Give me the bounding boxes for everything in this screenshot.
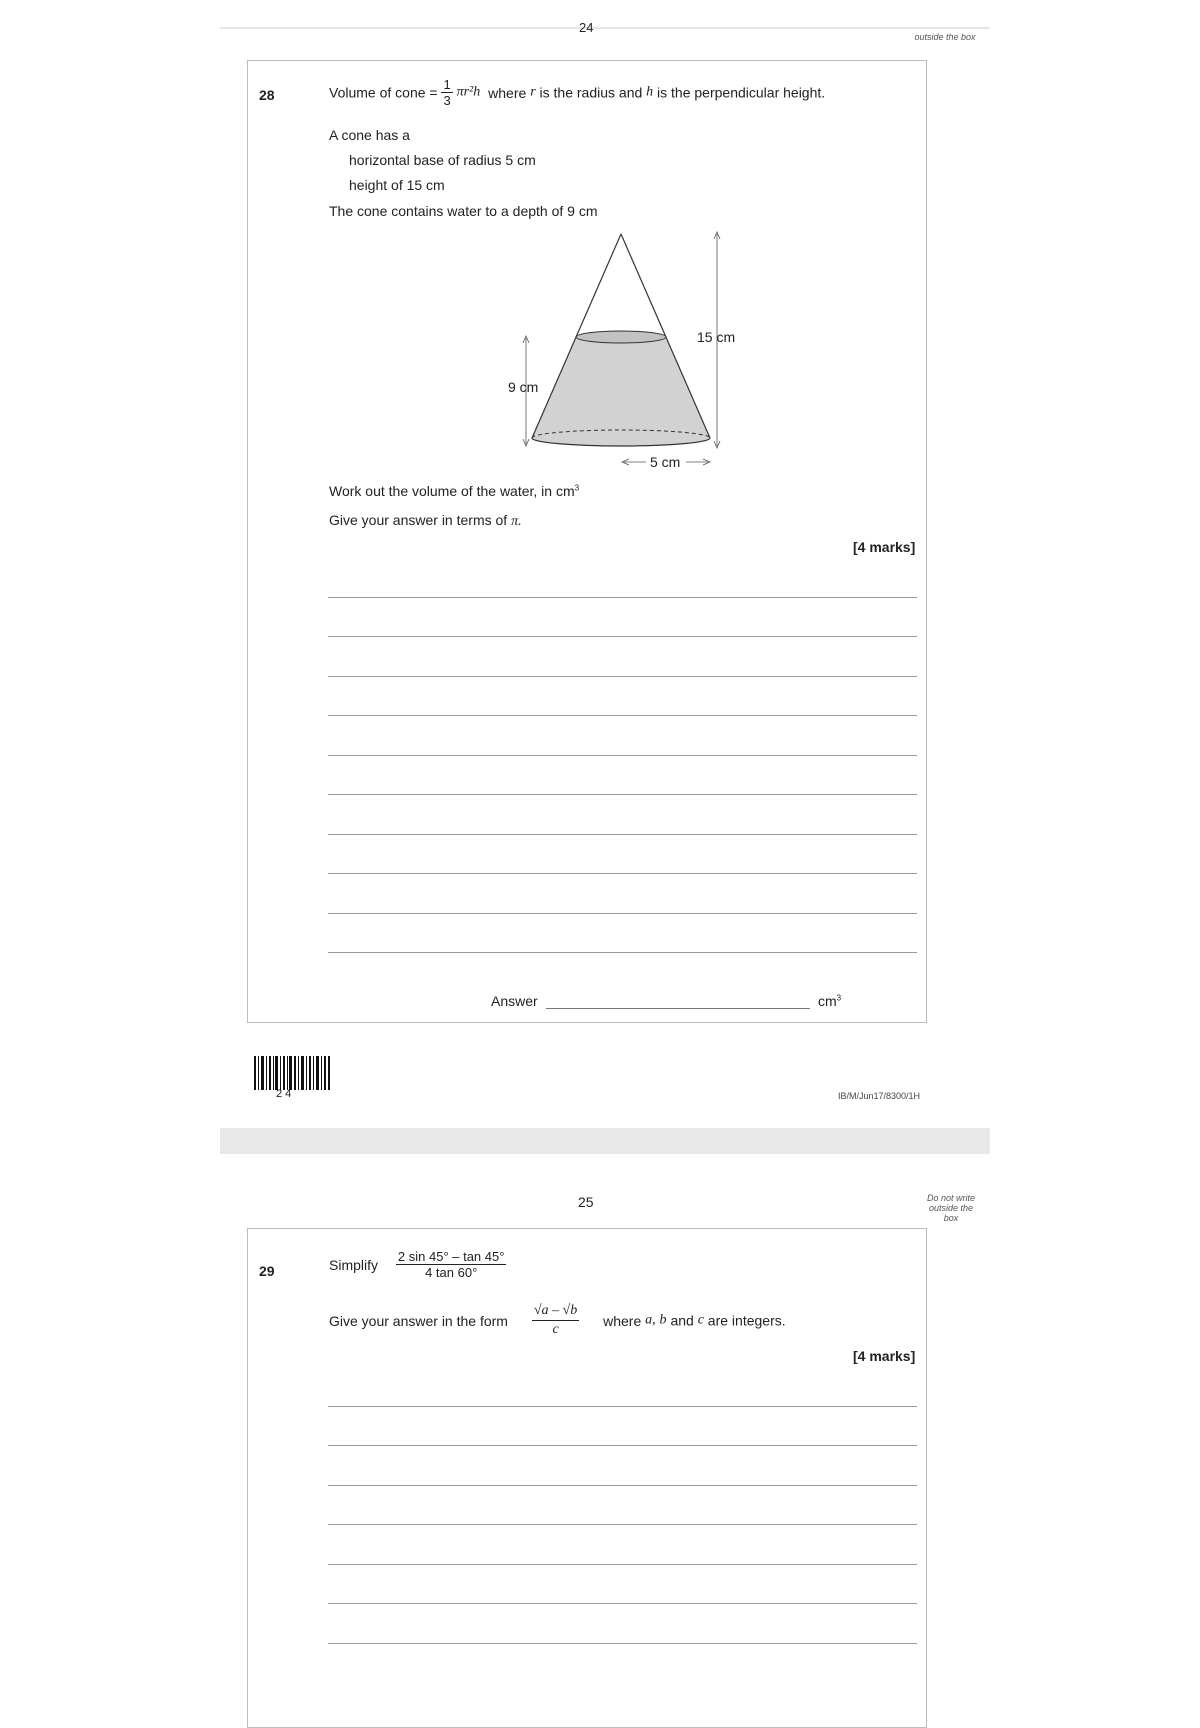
formula-radius-text: is the radius and: [539, 84, 643, 101]
side-note-line-1: Do not write: [926, 1193, 976, 1203]
page-top-edge: [220, 27, 990, 29]
question-number: 28: [259, 87, 275, 103]
answer-label: Answer: [491, 993, 538, 1009]
and-text: and: [670, 1312, 694, 1329]
formula-line: [329, 77, 825, 108]
answer-input-line[interactable]: [546, 1008, 810, 1009]
answer-unit-text: cm: [818, 993, 837, 1009]
variable-h: h: [646, 84, 654, 100]
barcode-number: 2 4: [276, 1088, 292, 1100]
variable-r: r: [530, 84, 536, 100]
expression-numerator: 2 sin 45° – tan 45°: [397, 1249, 505, 1264]
cone-intro: A cone has a: [329, 127, 410, 143]
answer-line: [328, 794, 917, 795]
answer-line: [328, 913, 917, 914]
answer-line: [328, 755, 917, 756]
cone-property-height: height of 15 cm: [349, 177, 445, 193]
instruction-volume-text: Work out the volume of the water, in: [329, 483, 553, 499]
water-surface: [576, 331, 666, 343]
marks-label: [4 marks]: [853, 539, 916, 555]
expression-denominator: 4 tan 60°: [425, 1265, 478, 1280]
water-depth-text: The cone contains water to a depth of 9 cm: [329, 203, 598, 219]
answer-line: [328, 597, 917, 598]
answer-line: [328, 636, 917, 637]
cone-diagram: [500, 222, 760, 474]
variable-c: c: [697, 1312, 704, 1328]
answer-form-fraction: [532, 1302, 579, 1339]
instruction-pi: [329, 512, 522, 530]
marks-label: [4 marks]: [853, 1348, 916, 1364]
answer-line: [328, 715, 917, 716]
variable-b: b: [659, 1312, 667, 1328]
page-number: 24: [579, 20, 594, 35]
answer-unit-sup: 3: [836, 993, 842, 1003]
barcode: [254, 1056, 330, 1090]
answer-line: [328, 952, 917, 953]
answer-unit: [818, 993, 841, 1009]
form-numerator: √a – √b: [532, 1302, 579, 1321]
answer-form-line: [329, 1302, 786, 1339]
answer-line: [328, 873, 917, 874]
where-prefix: where: [603, 1312, 642, 1329]
answer-line: [328, 1406, 917, 1407]
answer-line: [328, 1643, 917, 1644]
where-suffix: are integers.: [707, 1312, 786, 1329]
answer-line: [328, 1485, 917, 1486]
simplify-expression: [396, 1249, 507, 1280]
simplify-label: Simplify: [329, 1256, 379, 1273]
instruction-pi-text: Give your answer in terms of: [329, 512, 508, 528]
instruction-pi-symbol: π.: [511, 514, 522, 529]
formula-where: where: [488, 84, 527, 101]
instruction-volume-unit: cm: [555, 483, 575, 499]
answer-line: [328, 1524, 917, 1525]
label-height: 15 cm: [697, 329, 736, 345]
answer-line: [328, 1445, 917, 1446]
formula-denominator: 3: [443, 93, 451, 108]
form-denominator: c: [552, 1322, 559, 1337]
water-region: [532, 337, 710, 438]
formula-numerator: 1: [443, 77, 451, 92]
simplify-line: [329, 1249, 506, 1280]
answer-form-text: Give your answer in the form: [329, 1312, 508, 1329]
footer-code: IB/M/Jun17/8300/1H: [838, 1091, 921, 1101]
answer-line: [328, 1564, 917, 1565]
variable-a: a,: [645, 1312, 656, 1328]
side-note-line-2: outside the: [928, 1203, 974, 1213]
side-note: outside the box: [914, 32, 976, 42]
formula-prefix: Volume of cone =: [329, 84, 438, 101]
page-separator: [220, 1128, 990, 1154]
cone-property-radius: horizontal base of radius 5 cm: [349, 152, 536, 168]
label-depth: 9 cm: [508, 379, 539, 395]
formula-expression: πr²h: [456, 84, 481, 100]
instruction-volume-sup: 3: [574, 483, 580, 493]
question-number: 29: [259, 1263, 275, 1279]
page-number: 25: [578, 1194, 594, 1210]
label-radius: 5 cm: [650, 454, 681, 470]
answer-line: [328, 676, 917, 677]
instruction-volume: [329, 483, 579, 499]
side-note-line-3: box: [943, 1213, 959, 1223]
formula-fraction: [441, 77, 452, 108]
answer-line: [328, 834, 917, 835]
answer-line: [328, 1603, 917, 1604]
formula-height-text: is the perpendicular height.: [657, 84, 826, 101]
